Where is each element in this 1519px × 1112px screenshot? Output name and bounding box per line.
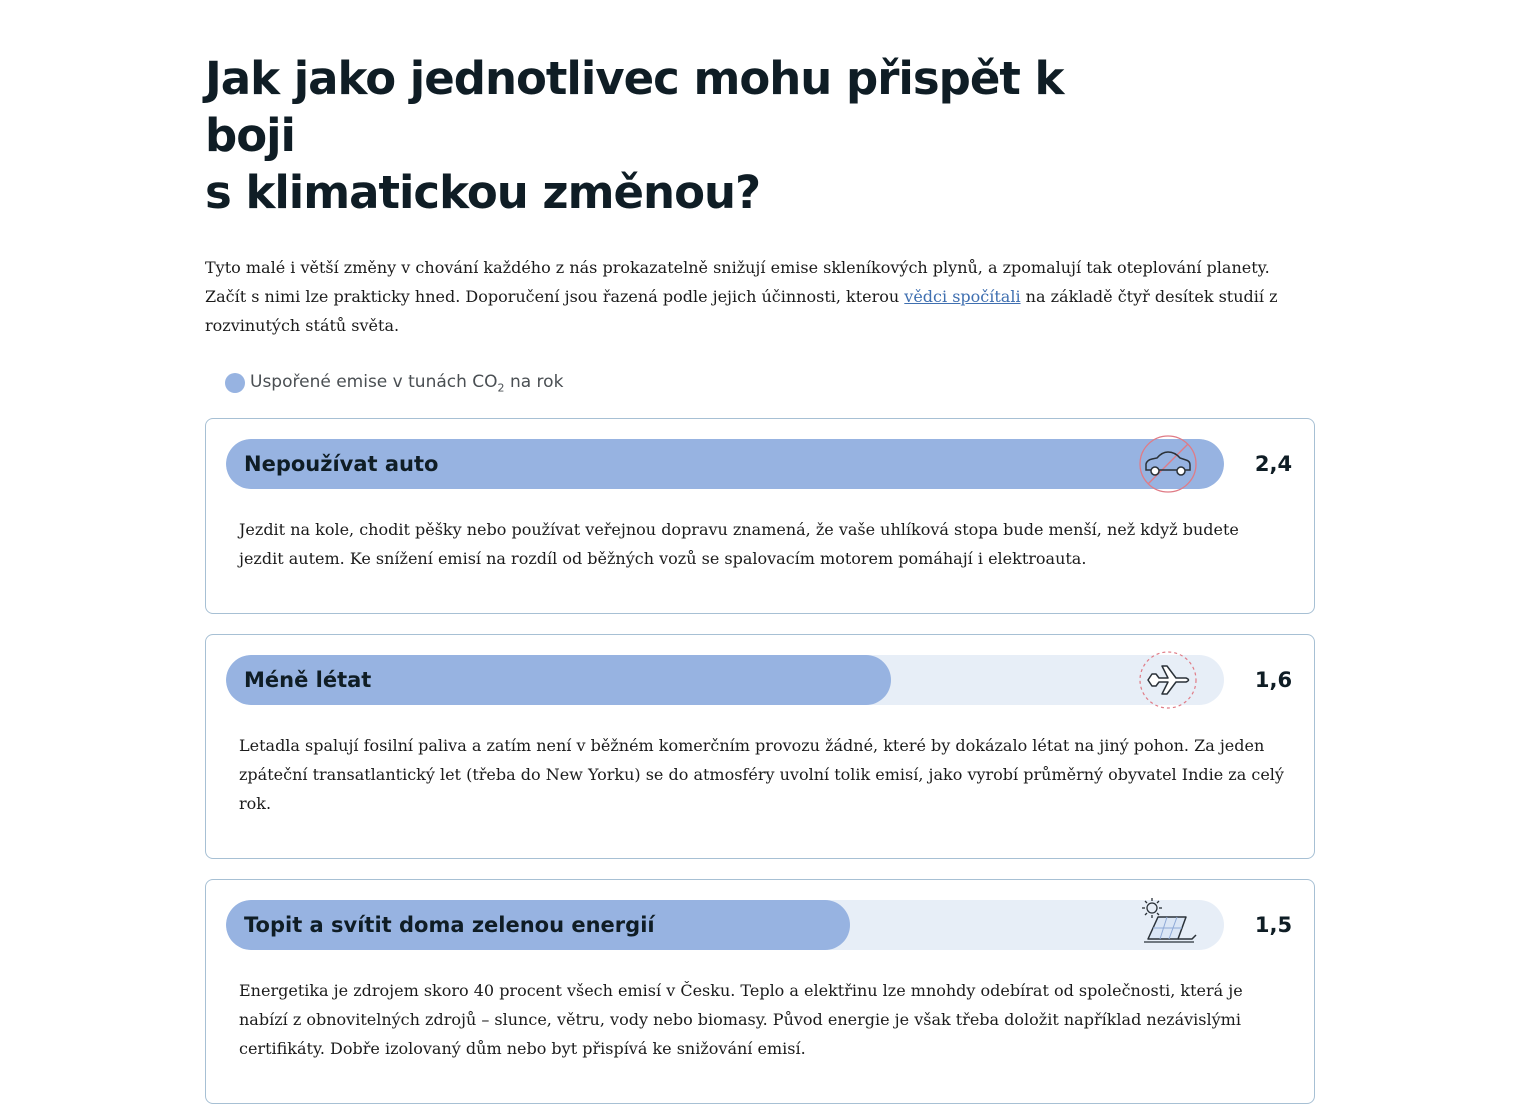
bar-row [226,900,1311,950]
no-car-icon [1138,434,1198,494]
article [205,50,1315,1104]
legend-label: Uspořené emise v tunách $CO_2$ na rok [250,371,564,395]
bar-label: Nepoužívat auto [244,452,439,476]
bar-row [226,439,1311,489]
legend-swatch [225,373,245,393]
intro-paragraph [205,253,1295,340]
bar-track [226,655,1224,705]
intro-text-end: na základě čtyř desítek studií z rozvinutých států světa. [205,287,1278,335]
action-description: Energetika je zdrojem skoro 40 procent všech emisí v Česku. Teplo a elektřinu lze mnohdy odebírat od společnosti, která je nabízí z obnovitelných zdrojů – slunce, větru, vody nebo biomasy. Původ energie je však třeba doložit například nezávislými certifikáty. Dobře izolovaný dům nebo byt přispívá ke snižování emisí. [239,981,1243,1058]
bar-value: 1,5 [1254,913,1293,937]
action-description: Jezdit na kole, chodit pěšky nebo používat veřejnou dopravu znamená, že vaše uhlíková stopa bude menší, než když budete jezdit autem. Ke snížení emisí na rozdíl od běžných vozů se spalovacím motorem pomáhají i elektroauta. [239,520,1239,568]
bar-label: Méně létat [244,668,372,692]
action-card-green-energy [205,879,1315,1104]
bar-row [226,655,1311,705]
bar-value: 2,4 [1254,452,1293,476]
title-line-2: s klimatickou změnou? [205,166,761,219]
solar-panel-icon [1138,895,1198,955]
bar-label: Topit a svítit doma zelenou energií [244,913,655,937]
intro-text-start: Tyto malé i větší změny v chování každého z nás prokazatelně snižují emise skleníkových plynů, a zpomalují tak oteplování planety. Začít s nimi lze prakticky hned. Doporučení jsou řazená podle jejich účinnosti, kterou [205,258,1270,306]
action-card-fly-less [205,634,1315,859]
airplane-icon [1138,650,1198,710]
bar-value: 1,6 [1254,668,1293,692]
action-card-no-car [205,418,1315,614]
chart-legend [225,368,1315,398]
action-description: Letadla spalují fosilní paliva a zatím není v běžném komerčním provozu žádné, které by dokázalo létat na jiný pohon. Za jeden zpáteční transatlantický let (třeba do New Yorku) se do atmosféry uvolní tolik emisí, jako vyrobí průměrný obyvatel Indie za celý rok. [239,736,1284,813]
scientists-link[interactable]: vědci spočítali [904,287,1021,306]
title-line-1: Jak jako jednotlivec mohu přispět k boji [205,52,1064,162]
page-title [205,50,1105,221]
